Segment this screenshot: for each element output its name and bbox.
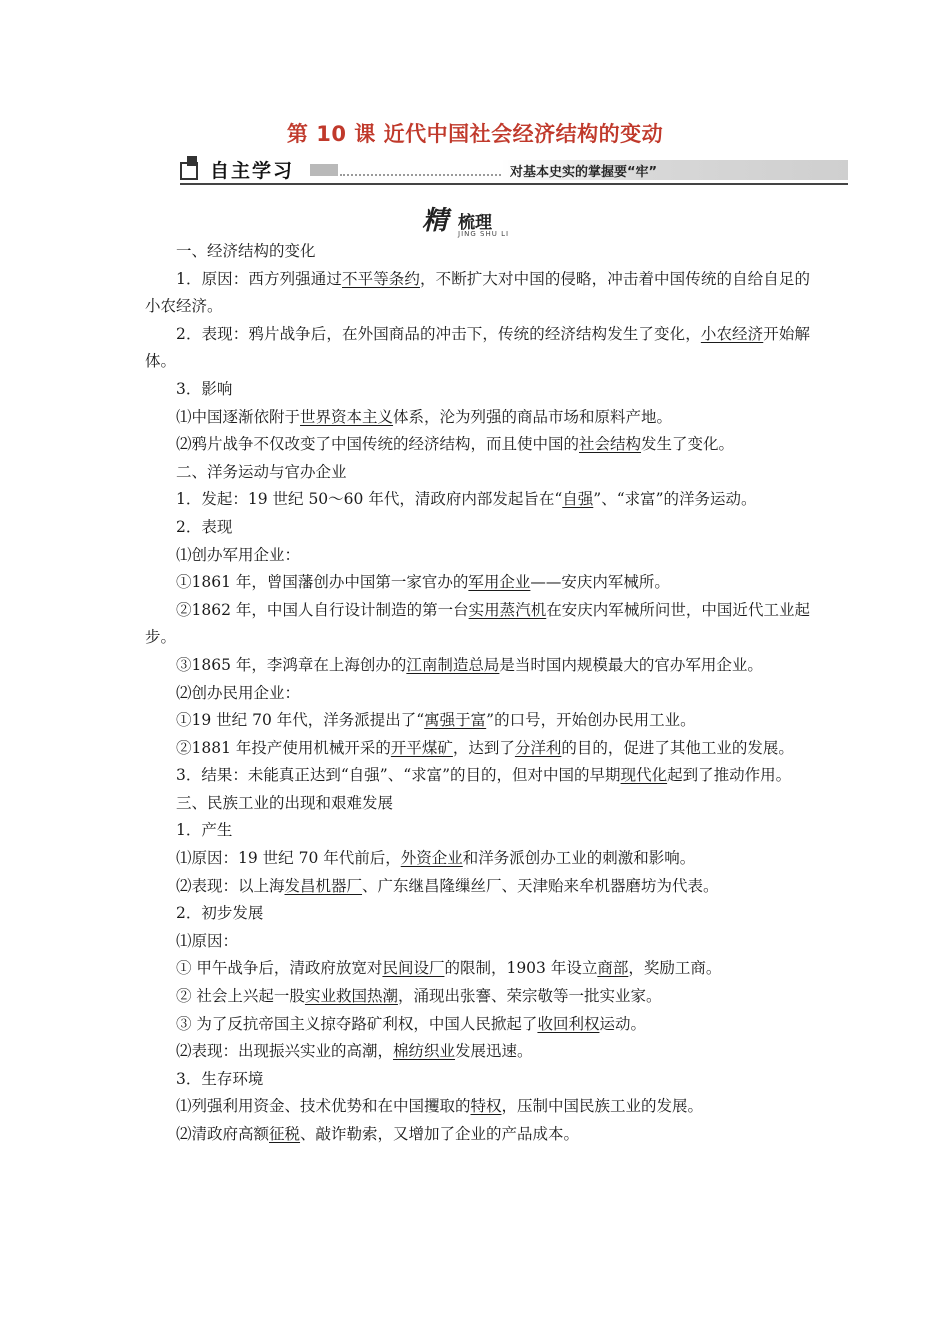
text-run: ⑵表现：以上海 [176, 876, 285, 895]
text-run: 、敲诈勒索，又增加了企业的产品成本。 [300, 1125, 580, 1143]
text-run: ，涌现出张謇、荣宗敬等一批实业家。 [397, 987, 662, 1006]
text-run: 开始解体。 [145, 324, 810, 371]
content-paragraph [145, 845, 810, 873]
content-paragraph [145, 790, 810, 818]
fill-in-answer: 民间设厂 [382, 959, 445, 978]
text-run: 2．初步发展 [176, 904, 264, 923]
fill-in-answer: 征税 [269, 1125, 301, 1143]
fill-in-answer: 商部 [597, 959, 629, 978]
text-run: ② 社会上兴起一股 [176, 987, 305, 1006]
text-run: 2．表现：鸦片战争后，在外国商品的冲击下，传统的经济结构发生了变化， [176, 324, 701, 343]
text-run: ——安庆内军械所。 [530, 573, 670, 592]
fill-in-answer: 自强 [562, 490, 594, 509]
text-run: 1．原因：西方列强通过 [176, 269, 342, 288]
content-paragraph [145, 1038, 810, 1066]
fill-in-answer: 江南制造总局 [406, 655, 500, 674]
fill-in-answer: 棉纺织业 [393, 1042, 456, 1061]
banner-rule [180, 183, 848, 185]
content-paragraph [145, 486, 810, 514]
content-paragraph [145, 762, 810, 790]
logo-big-char: 精 [422, 206, 449, 236]
fill-in-answer: 不平等条约 [342, 269, 421, 288]
fill-in-answer: 特权 [470, 1097, 502, 1116]
text-run: ，压制中国民族工业的发展。 [501, 1097, 704, 1116]
content-paragraph [145, 1093, 810, 1121]
content-paragraph [145, 321, 810, 376]
text-run: 发生了变化。 [641, 435, 735, 454]
text-run: 发展迅速。 [455, 1042, 533, 1061]
banner-gray-bar [310, 164, 338, 176]
text-run: 运动。 [599, 1014, 646, 1033]
text-run: 3．结果：未能真正达到“自强”、“求富”的目的，但对中国的早期 [176, 766, 621, 785]
fill-in-answer: 收回利权 [537, 1014, 600, 1033]
text-run: ③ 为了反抗帝国主义掠夺路矿利权，中国人民掀起了 [176, 1014, 538, 1033]
text-run: 3．影响 [176, 379, 233, 398]
content-paragraph [145, 569, 810, 597]
fill-in-answer: 外资企业 [400, 849, 463, 868]
fill-in-answer: 开平煤矿 [390, 738, 453, 757]
content-paragraph [145, 707, 810, 735]
fill-in-answer: 现代化 [620, 766, 668, 785]
lesson-title: 第 10 课 近代中国社会经济结构的变动 [286, 122, 664, 146]
fill-in-answer: 实用蒸汽机 [468, 600, 547, 619]
text-run: ”、“求富”的洋务运动。 [593, 490, 757, 509]
content-paragraph [145, 431, 810, 459]
text-run: 的目的，促进了其他工业的发展。 [561, 738, 794, 757]
logo-pinyin: JING SHU LI [458, 230, 510, 238]
text-run: ③1865 年，李鸿章在上海创办的 [176, 655, 407, 674]
fill-in-answer: 世界资本主义 [300, 407, 394, 426]
section-banner [180, 156, 848, 186]
text-run: ②1862 年，中国人自行设计制造的第一台 [176, 600, 469, 619]
content-paragraph [145, 404, 810, 432]
text-run: 起到了推动作用。 [667, 766, 792, 785]
content-paragraph [145, 983, 810, 1011]
content-paragraph [145, 955, 810, 983]
content-paragraph [145, 817, 810, 845]
jing-shu-li-logo [422, 200, 542, 240]
text-run: ⑵鸦片战争不仅改变了中国传统的经济结构，而且使中国的 [176, 435, 580, 454]
fill-in-answer: 寓强于富 [424, 711, 487, 730]
text-run: ②1881 年投产使用机械开采的 [176, 738, 391, 757]
text-run: ⑵创办民用企业： [176, 683, 301, 702]
text-run: ⑴原因：19 世纪 70 年代前后， [176, 849, 401, 868]
text-run: ①19 世纪 70 年代，洋务派提出了“ [176, 711, 425, 730]
text-run: ① 甲午战争后，清政府放宽对 [176, 959, 383, 978]
content-paragraph [145, 680, 810, 708]
text-run: 三、民族工业的出现和艰难发展 [176, 793, 394, 812]
text-run: ⑴列强利用资金、技术优势和在中国攫取的 [176, 1097, 471, 1116]
text-run: ，奖励工商。 [628, 959, 722, 978]
fill-in-answer: 小农经济 [700, 324, 764, 343]
fill-in-answer: 社会结构 [579, 435, 642, 454]
text-run: ，达到了 [452, 738, 515, 757]
content-paragraph [145, 900, 810, 928]
fill-in-answer: 军用企业 [468, 573, 531, 592]
text-run: ，不断扩大对中国的侵略，冲击着中国传统的自给自足的小农经济。 [145, 269, 810, 316]
text-run: ⑴中国逐渐依附于 [176, 407, 301, 426]
text-run: ⑵清政府高额 [176, 1125, 270, 1143]
text-run: 1．产生 [176, 821, 233, 840]
text-run: 是当时国内规模最大的官办军用企业。 [499, 655, 763, 674]
text-run: ①1861 年，曾国藩创办中国第一家官办的 [176, 573, 469, 592]
content-paragraph [145, 266, 810, 321]
text-run: 1．发起：19 世纪 50～60 年代，清政府内部发起旨在“ [176, 490, 563, 509]
banner-square-accent-icon [187, 156, 197, 166]
text-run: 二、洋务运动与官办企业 [176, 462, 347, 481]
banner-label: 自主学习 [210, 160, 295, 182]
content-paragraph [145, 652, 810, 680]
text-run: ”的口号，开始创办民用工业。 [486, 711, 696, 730]
text-run: 的限制，1903 年设立 [444, 959, 598, 978]
fill-in-answer: 发昌机器厂 [284, 876, 363, 895]
content-paragraph [145, 1066, 810, 1094]
text-run: ⑴原因： [176, 931, 239, 950]
content-paragraph [145, 928, 810, 956]
content-paragraph [145, 1121, 810, 1149]
text-run: 在安庆内军械所问世，中国近代工业起步。 [145, 600, 810, 647]
text-run: ⑴创办军用企业： [176, 545, 301, 564]
text-run: 2．表现 [176, 517, 233, 536]
content-paragraph [145, 873, 810, 901]
content-paragraph [145, 459, 810, 487]
text-run: 3．生存环境 [176, 1069, 264, 1088]
content-paragraph [145, 542, 810, 570]
text-run: 、广东继昌隆缫丝厂、天津贻来牟机器磨坊为代表。 [362, 876, 719, 895]
content-paragraph [145, 514, 810, 542]
logo-small-chars: 梳理 [458, 213, 492, 233]
text-run: 体系，沦为列强的商品市场和原料产地。 [393, 407, 673, 426]
content-paragraph [145, 1011, 810, 1039]
content-paragraph [145, 376, 810, 404]
fill-in-answer: 分洋利 [514, 738, 562, 757]
content-paragraph [145, 238, 810, 266]
lesson-content [145, 238, 810, 1149]
content-paragraph [145, 597, 810, 652]
text-run: 和洋务派创办工业的刺激和影响。 [462, 849, 696, 868]
text-run: ⑵表现：出现振兴实业的高潮， [176, 1042, 394, 1061]
banner-subtitle: 对基本史实的掌握要“牢” [510, 165, 658, 180]
text-run: 一、经济结构的变化 [176, 242, 316, 260]
content-paragraph [145, 735, 810, 763]
fill-in-answer: 实业救国热潮 [304, 987, 398, 1006]
